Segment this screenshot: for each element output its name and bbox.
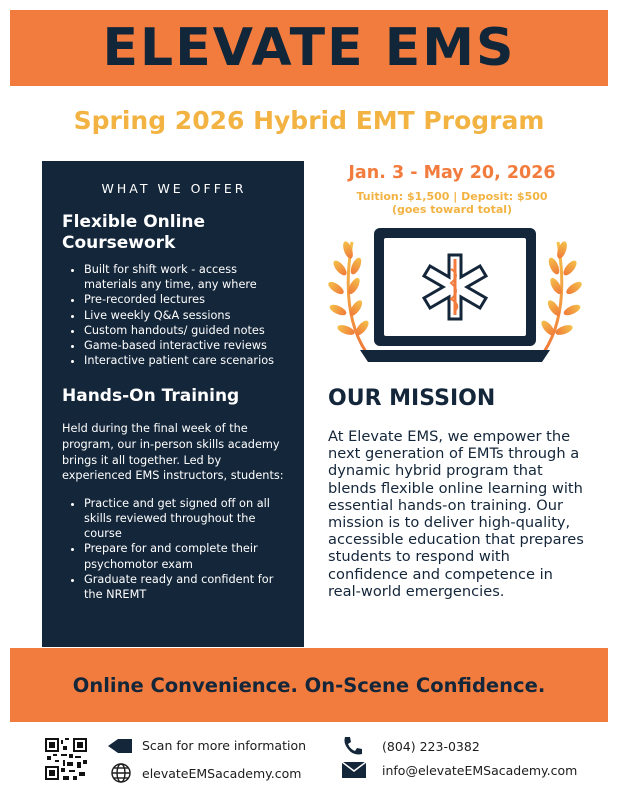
hands-on-items-list [62,496,286,602]
list-item: • Built for shift work - access materials any time, any where [84,262,286,292]
mission-paragraph: At Elevate EMS, we empower the next generation of EMTs through a dynamic hybrid program that blends flexible online learning with essential hands-on training. Our mission is to deliver high-quality, accessible education that prepares students to respond with confidence and competence in real-world emergencies. [328,428,584,600]
deposit-note: (goes toward total) [391,203,513,216]
list-item: • Game-based interactive reviews [84,338,286,353]
list-item: • Live weekly Q&A sessions [84,308,286,323]
globe-icon [110,762,132,784]
envelope-icon [342,762,366,778]
phone-contact[interactable] [342,736,480,756]
tagline: Online Convenience. On-Scene Confidence. [72,673,546,697]
mission-heading: OUR MISSION [328,386,496,411]
laurel-left-icon [326,240,371,352]
website-link[interactable] [110,762,301,784]
offer-panel [42,161,304,647]
scan-text: Scan for more information [142,738,307,753]
brand-title: ELEVATE EMS [102,18,516,78]
footer [0,730,618,800]
list-item: • Custom handouts/ guided notes [84,323,286,338]
list-item: • Practice and get signed off on all skills reviewed throughout the course [84,496,286,542]
email-contact[interactable] [342,762,577,778]
header-banner [10,10,608,86]
qr-code[interactable] [45,738,87,780]
list-item: • Prepare for and complete their psychomotor exam [84,541,286,571]
scan-info [108,738,306,753]
online-coursework-heading: Flexible Online Coursework [62,212,206,253]
tagline-banner [10,648,608,722]
program-dates: Jan. 3 - May 20, 2026 [348,163,556,183]
program-title: Spring 2026 Hybrid EMT Program [73,106,545,135]
arrow-left-icon [108,739,132,753]
hands-on-heading: Hands-On Training [62,386,240,407]
tuition-info [322,190,582,216]
website-text: elevateEMSacademy.com [142,765,302,781]
list-item: • Interactive patient care scenarios [84,353,286,368]
laptop-star-of-life-illustration [326,222,584,370]
phone-text: (804) 223-0382 [382,738,480,754]
email-text: info@elevateEMSacademy.com [382,762,578,778]
online-items-list [62,262,286,368]
phone-icon [342,736,364,756]
offer-section-label: WHAT WE OFFER [101,181,247,196]
hands-on-intro: Held during the final week of the program, our in-person skills academy brings it all together. Led by experienced EMS instructors, students: [62,422,284,483]
tuition-line: Tuition: $1,500 | Deposit: $500 [356,190,548,203]
list-item: • Graduate ready and confident for the NREMT [84,572,286,602]
laurel-right-icon [539,240,584,352]
list-item: • Pre-recorded lectures [84,292,286,307]
